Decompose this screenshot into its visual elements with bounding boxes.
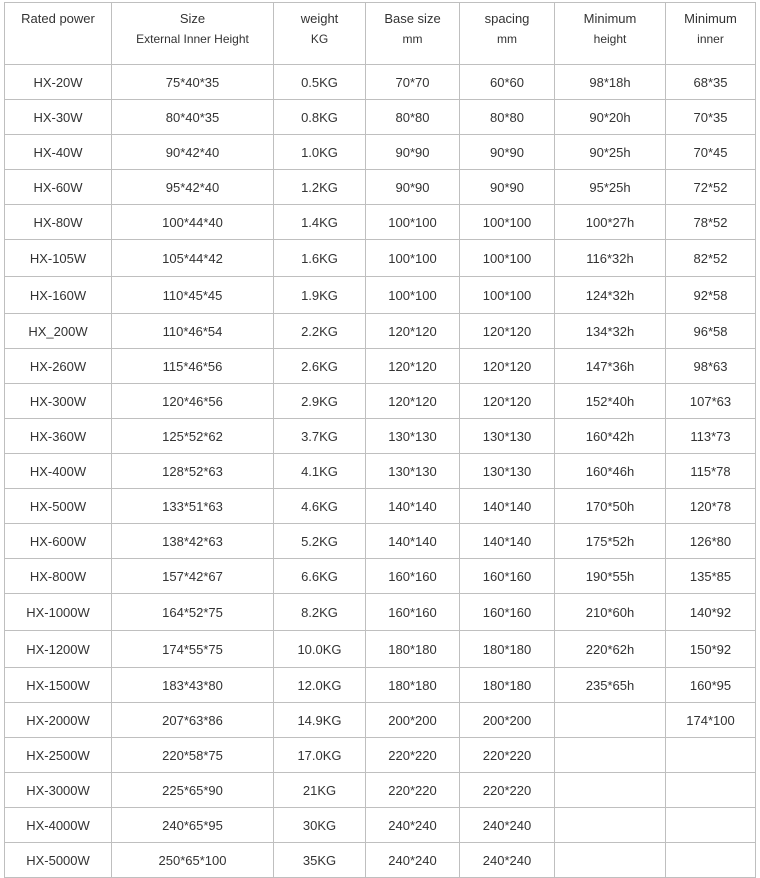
table-cell: HX-300W xyxy=(5,384,112,419)
table-cell: 140*140 xyxy=(460,489,555,524)
table-cell: HX-40W xyxy=(5,135,112,170)
table-cell: 90*90 xyxy=(460,135,555,170)
table-cell: 125*52*62 xyxy=(112,419,274,454)
table-row xyxy=(5,170,756,205)
header-sublabel: External Inner Height xyxy=(136,32,249,46)
table-cell: 190*55h xyxy=(555,559,666,594)
header-base-size xyxy=(366,3,460,65)
header-label: weight xyxy=(300,11,339,26)
table-cell: 96*58 xyxy=(666,314,756,349)
table-cell: 225*65*90 xyxy=(112,773,274,808)
header-row xyxy=(5,3,756,65)
header-spacing xyxy=(460,3,555,65)
table-cell: 70*35 xyxy=(666,100,756,135)
table-cell: 68*35 xyxy=(666,65,756,100)
header-sublabel: mm xyxy=(402,32,423,46)
table-cell: 220*220 xyxy=(366,773,460,808)
table-cell xyxy=(555,843,666,878)
table-row xyxy=(5,489,756,524)
table-row xyxy=(5,843,756,878)
table-cell: 105*44*42 xyxy=(112,240,274,277)
header-minimum-height xyxy=(555,3,666,65)
table-cell: 160*46h xyxy=(555,454,666,489)
table-cell: 113*73 xyxy=(666,419,756,454)
table-cell: 220*58*75 xyxy=(112,738,274,773)
header-weight xyxy=(274,3,366,65)
table-cell: 240*65*95 xyxy=(112,808,274,843)
table-cell: 240*240 xyxy=(366,808,460,843)
table-cell: 220*220 xyxy=(460,773,555,808)
table-cell: 90*42*40 xyxy=(112,135,274,170)
table-cell: HX-400W xyxy=(5,454,112,489)
table-row xyxy=(5,384,756,419)
table-cell: 1.9KG xyxy=(274,277,366,314)
table-cell xyxy=(666,843,756,878)
table-cell: 120*120 xyxy=(366,384,460,419)
table-cell: 134*32h xyxy=(555,314,666,349)
table-cell: 120*120 xyxy=(460,384,555,419)
table-cell: 1.0KG xyxy=(274,135,366,170)
table-cell: 14.9KG xyxy=(274,703,366,738)
table-cell: 2.2KG xyxy=(274,314,366,349)
table-cell: 133*51*63 xyxy=(112,489,274,524)
table-cell: 157*42*67 xyxy=(112,559,274,594)
table-cell: 92*58 xyxy=(666,277,756,314)
table-cell: 107*63 xyxy=(666,384,756,419)
table-cell: 17.0KG xyxy=(274,738,366,773)
table-header xyxy=(5,3,756,65)
table-cell: 1.4KG xyxy=(274,205,366,240)
table-cell: 240*240 xyxy=(460,808,555,843)
table-cell: HX-360W xyxy=(5,419,112,454)
table-cell: 100*100 xyxy=(366,240,460,277)
table-cell: HX-260W xyxy=(5,349,112,384)
table-cell: HX-1000W xyxy=(5,594,112,631)
table-cell: 180*180 xyxy=(366,631,460,668)
table-cell: 160*160 xyxy=(366,559,460,594)
table-cell: HX-1200W xyxy=(5,631,112,668)
table-cell: 235*65h xyxy=(555,668,666,703)
table-body xyxy=(5,65,756,878)
table-cell: 1.2KG xyxy=(274,170,366,205)
table-cell: 30KG xyxy=(274,808,366,843)
table-cell: 0.5KG xyxy=(274,65,366,100)
table-cell xyxy=(555,703,666,738)
table-row xyxy=(5,524,756,559)
table-cell: 200*200 xyxy=(460,703,555,738)
table-cell: 160*160 xyxy=(366,594,460,631)
table-cell: HX-60W xyxy=(5,170,112,205)
table-cell: 80*80 xyxy=(366,100,460,135)
table-row xyxy=(5,100,756,135)
header-sublabel: mm xyxy=(497,32,517,46)
table-row xyxy=(5,559,756,594)
table-cell: 140*92 xyxy=(666,594,756,631)
table-cell: 120*120 xyxy=(366,349,460,384)
header-label: Base size xyxy=(384,11,441,26)
table-cell: 116*32h xyxy=(555,240,666,277)
table-cell xyxy=(555,773,666,808)
table-cell xyxy=(555,738,666,773)
header-label: Minimum xyxy=(583,11,637,26)
table-cell xyxy=(555,808,666,843)
table-cell: 130*130 xyxy=(366,419,460,454)
table-cell: 90*90 xyxy=(366,170,460,205)
table-cell: 250*65*100 xyxy=(112,843,274,878)
table-cell: 8.2KG xyxy=(274,594,366,631)
table-cell: 12.0KG xyxy=(274,668,366,703)
table-cell: 130*130 xyxy=(460,419,555,454)
table-cell: 70*45 xyxy=(666,135,756,170)
table-cell: 135*85 xyxy=(666,559,756,594)
table-cell: 98*18h xyxy=(555,65,666,100)
header-sublabel: height xyxy=(593,32,627,46)
table-cell: 130*130 xyxy=(366,454,460,489)
table-cell: HX-600W xyxy=(5,524,112,559)
table-row xyxy=(5,808,756,843)
table-cell: 72*52 xyxy=(666,170,756,205)
table-cell: 75*40*35 xyxy=(112,65,274,100)
table-cell: 160*95 xyxy=(666,668,756,703)
table-cell: 6.6KG xyxy=(274,559,366,594)
table-cell: 100*100 xyxy=(366,205,460,240)
table-cell: HX-160W xyxy=(5,277,112,314)
table-cell: 78*52 xyxy=(666,205,756,240)
table-cell: 98*63 xyxy=(666,349,756,384)
table-cell xyxy=(666,738,756,773)
table-cell: 180*180 xyxy=(460,668,555,703)
table-cell: HX-2500W xyxy=(5,738,112,773)
table-cell: 180*180 xyxy=(460,631,555,668)
table-row xyxy=(5,205,756,240)
table-cell: 175*52h xyxy=(555,524,666,559)
table-row xyxy=(5,314,756,349)
table-cell: 240*240 xyxy=(366,843,460,878)
table-cell: 183*43*80 xyxy=(112,668,274,703)
table-cell: 210*60h xyxy=(555,594,666,631)
table-cell: 115*46*56 xyxy=(112,349,274,384)
table-row xyxy=(5,738,756,773)
header-label: spacing xyxy=(484,11,530,26)
header-label: Rated power xyxy=(21,11,95,26)
table-cell: 130*130 xyxy=(460,454,555,489)
table-cell: HX-2000W xyxy=(5,703,112,738)
table-cell: 138*42*63 xyxy=(112,524,274,559)
table-cell: 147*36h xyxy=(555,349,666,384)
table-cell xyxy=(666,808,756,843)
table-row xyxy=(5,631,756,668)
header-size xyxy=(112,3,274,65)
table-cell: HX-1500W xyxy=(5,668,112,703)
table-cell: 174*100 xyxy=(666,703,756,738)
table-cell: 126*80 xyxy=(666,524,756,559)
table-cell: HX-20W xyxy=(5,65,112,100)
table-cell: 90*20h xyxy=(555,100,666,135)
table-row xyxy=(5,135,756,170)
table-cell: HX-800W xyxy=(5,559,112,594)
table-cell: 0.8KG xyxy=(274,100,366,135)
table-cell: 160*160 xyxy=(460,594,555,631)
table-cell: 35KG xyxy=(274,843,366,878)
header-sublabel: KG xyxy=(310,32,329,46)
header-rated-power xyxy=(5,3,112,65)
table-cell: HX-30W xyxy=(5,100,112,135)
table-cell: 207*63*86 xyxy=(112,703,274,738)
table-cell: 2.6KG xyxy=(274,349,366,384)
table-cell: 120*120 xyxy=(460,349,555,384)
table-cell: 180*180 xyxy=(366,668,460,703)
table-cell: 100*27h xyxy=(555,205,666,240)
table-cell: 220*62h xyxy=(555,631,666,668)
table-cell: 3.7KG xyxy=(274,419,366,454)
table-row xyxy=(5,594,756,631)
table-cell: 10.0KG xyxy=(274,631,366,668)
table-cell: 140*140 xyxy=(460,524,555,559)
table-cell: 90*90 xyxy=(366,135,460,170)
table-cell: 82*52 xyxy=(666,240,756,277)
table-cell: 110*45*45 xyxy=(112,277,274,314)
table-cell: 90*25h xyxy=(555,135,666,170)
table-cell: 100*100 xyxy=(460,240,555,277)
table-cell: 120*78 xyxy=(666,489,756,524)
table-cell: 120*46*56 xyxy=(112,384,274,419)
table-row xyxy=(5,240,756,277)
table-cell: 170*50h xyxy=(555,489,666,524)
table-cell: 100*100 xyxy=(460,277,555,314)
table-cell: HX_200W xyxy=(5,314,112,349)
header-sublabel: inner xyxy=(697,32,724,46)
table-row xyxy=(5,65,756,100)
table-cell: 21KG xyxy=(274,773,366,808)
table-cell: 2.9KG xyxy=(274,384,366,419)
table-cell: HX-5000W xyxy=(5,843,112,878)
table-cell: 1.6KG xyxy=(274,240,366,277)
table-cell: 160*42h xyxy=(555,419,666,454)
table-cell: 60*60 xyxy=(460,65,555,100)
header-minimum-inner xyxy=(666,3,756,65)
table-cell: 80*40*35 xyxy=(112,100,274,135)
table-cell: 174*55*75 xyxy=(112,631,274,668)
table-row xyxy=(5,773,756,808)
table-cell: 110*46*54 xyxy=(112,314,274,349)
table-cell: 140*140 xyxy=(366,489,460,524)
table-row xyxy=(5,703,756,738)
table-cell: 200*200 xyxy=(366,703,460,738)
table-cell: 220*220 xyxy=(366,738,460,773)
table-cell: 90*90 xyxy=(460,170,555,205)
table-cell: 100*100 xyxy=(460,205,555,240)
table-cell: HX-80W xyxy=(5,205,112,240)
table-cell: HX-105W xyxy=(5,240,112,277)
table-cell: HX-4000W xyxy=(5,808,112,843)
header-label: Size xyxy=(179,11,206,26)
table-cell: 100*44*40 xyxy=(112,205,274,240)
table-cell: 220*220 xyxy=(460,738,555,773)
table-cell: 164*52*75 xyxy=(112,594,274,631)
table-cell: HX-500W xyxy=(5,489,112,524)
table-row xyxy=(5,349,756,384)
table-cell: 95*25h xyxy=(555,170,666,205)
table-cell: 80*80 xyxy=(460,100,555,135)
header-label: Minimum xyxy=(684,11,737,26)
table-row xyxy=(5,454,756,489)
table-cell: 4.1KG xyxy=(274,454,366,489)
table-row xyxy=(5,419,756,454)
table-row xyxy=(5,277,756,314)
table-cell: 140*140 xyxy=(366,524,460,559)
table-cell: 95*42*40 xyxy=(112,170,274,205)
spec-table xyxy=(4,2,756,878)
table-cell: 152*40h xyxy=(555,384,666,419)
table-cell: 100*100 xyxy=(366,277,460,314)
table-cell: 70*70 xyxy=(366,65,460,100)
table-cell xyxy=(666,773,756,808)
table-cell: 150*92 xyxy=(666,631,756,668)
table-row xyxy=(5,668,756,703)
table-cell: 160*160 xyxy=(460,559,555,594)
table-cell: 124*32h xyxy=(555,277,666,314)
table-cell: 120*120 xyxy=(366,314,460,349)
table-cell: 5.2KG xyxy=(274,524,366,559)
table-cell: 115*78 xyxy=(666,454,756,489)
table-cell: 128*52*63 xyxy=(112,454,274,489)
table-cell: HX-3000W xyxy=(5,773,112,808)
table-cell: 4.6KG xyxy=(274,489,366,524)
table-cell: 240*240 xyxy=(460,843,555,878)
table-cell: 120*120 xyxy=(460,314,555,349)
